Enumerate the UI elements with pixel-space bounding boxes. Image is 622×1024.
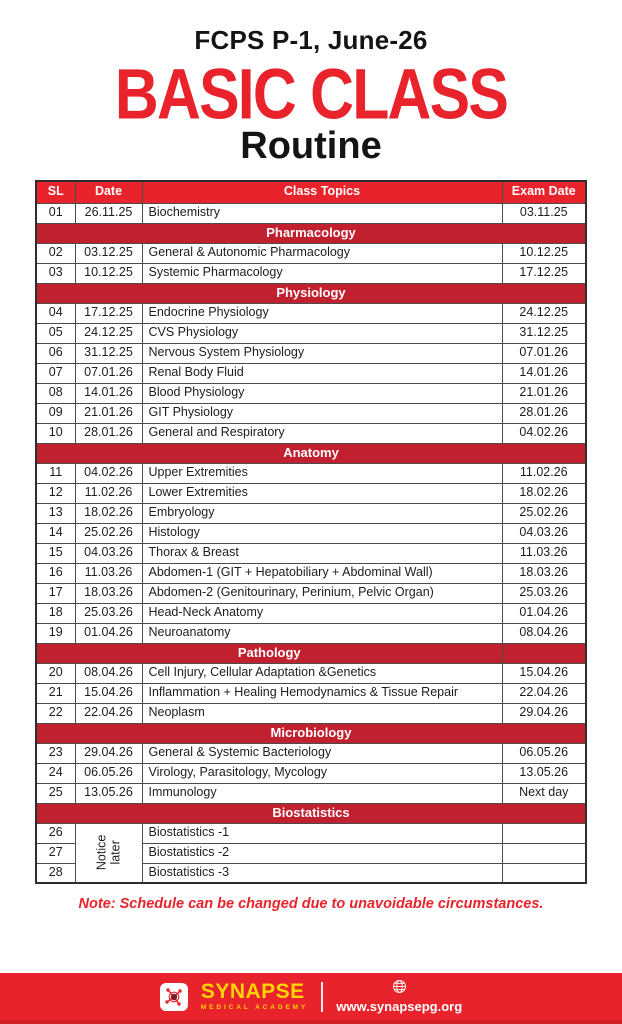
sl-cell: 09 — [36, 403, 75, 423]
table-row — [36, 243, 586, 263]
date-cell: 08.04.26 — [75, 663, 142, 683]
date-cell: 07.01.26 — [75, 363, 142, 383]
topic-cell: Embryology — [142, 503, 502, 523]
topic-cell: General & Autonomic Pharmacology — [142, 243, 502, 263]
table-row — [36, 583, 586, 603]
table-row — [36, 303, 586, 323]
sl-cell: 24 — [36, 763, 75, 783]
sl-cell: 07 — [36, 363, 75, 383]
topic-cell: Biostatistics -3 — [142, 863, 502, 883]
globe-icon — [392, 979, 407, 999]
sl-cell: 27 — [36, 843, 75, 863]
topic-cell: Immunology — [142, 783, 502, 803]
exam-date-cell: 07.01.26 — [502, 343, 586, 363]
topic-cell: Inflammation + Healing Hemodynamics & Tissue Repair — [142, 683, 502, 703]
table-row — [36, 663, 586, 683]
sl-cell: 25 — [36, 783, 75, 803]
topic-cell: Histology — [142, 523, 502, 543]
exam-date-cell: 18.02.26 — [502, 483, 586, 503]
sl-cell: 04 — [36, 303, 75, 323]
table-row — [36, 503, 586, 523]
topic-cell: Virology, Parasitology, Mycology — [142, 763, 502, 783]
exam-date-cell: 29.04.26 — [502, 703, 586, 723]
notice-later-label: Notice later — [94, 835, 123, 871]
exam-date-cell: 18.03.26 — [502, 563, 586, 583]
sl-cell: 21 — [36, 683, 75, 703]
table-row — [36, 743, 586, 763]
table-row — [36, 763, 586, 783]
date-cell: 13.05.26 — [75, 783, 142, 803]
sl-cell: 10 — [36, 423, 75, 443]
exam-date-cell: 08.04.26 — [502, 623, 586, 643]
table-row — [36, 423, 586, 443]
date-cell: 26.11.25 — [75, 203, 142, 223]
schedule-note: Note: Schedule can be changed due to unavoidable circumstances. — [78, 896, 544, 912]
sl-cell: 06 — [36, 343, 75, 363]
sl-cell: 22 — [36, 703, 75, 723]
exam-session-subtitle: FCPS P-1, June-26 — [194, 25, 428, 55]
table-row — [36, 683, 586, 703]
exam-date-cell: 25.03.26 — [502, 583, 586, 603]
date-cell: 21.01.26 — [75, 403, 142, 423]
exam-date-cell: 10.12.25 — [502, 243, 586, 263]
sl-cell: 16 — [36, 563, 75, 583]
table-row — [36, 623, 586, 643]
date-cell: 25.03.26 — [75, 603, 142, 623]
sl-cell: 20 — [36, 663, 75, 683]
page-title: BASIC CLASS — [114, 53, 508, 134]
section-header: Microbiology — [36, 723, 586, 743]
column-header-topics: Class Topics — [142, 181, 502, 203]
date-cell: 31.12.25 — [75, 343, 142, 363]
section-row — [36, 223, 586, 243]
topic-cell: Abdomen-1 (GIT + Hepatobiliary + Abdominal Wall) — [142, 563, 502, 583]
table-row — [36, 383, 586, 403]
exam-date-cell: Next day — [502, 783, 586, 803]
sl-cell: 11 — [36, 463, 75, 483]
table-row — [36, 363, 586, 383]
exam-date-cell: 14.01.26 — [502, 363, 586, 383]
exam-date-cell: 03.11.25 — [502, 203, 586, 223]
exam-date-cell: 11.02.26 — [502, 463, 586, 483]
topic-cell: Biostatistics -2 — [142, 843, 502, 863]
exam-date-cell: 04.02.26 — [502, 423, 586, 443]
brand-name: SYNAPSE — [200, 980, 305, 1004]
topic-cell: Neuroanatomy — [142, 623, 502, 643]
topic-cell: Head-Neck Anatomy — [142, 603, 502, 623]
sl-cell: 23 — [36, 743, 75, 763]
exam-date-cell — [502, 863, 586, 883]
footer-divider — [321, 982, 323, 1012]
sl-cell: 12 — [36, 483, 75, 503]
column-header-exam-date: Exam Date — [502, 181, 586, 203]
date-cell: 29.04.26 — [75, 743, 142, 763]
exam-date-cell: 13.05.26 — [502, 763, 586, 783]
topic-cell: Abdomen-2 (Genitourinary, Perinium, Pelvic Organ) — [142, 583, 502, 603]
table-row — [36, 543, 586, 563]
merged-date-cell — [75, 823, 142, 883]
column-header-date: Date — [75, 181, 142, 203]
section-row — [36, 283, 586, 303]
topic-cell: General & Systemic Bacteriology — [142, 743, 502, 763]
website-url: www.synapsepg.org — [336, 999, 463, 1014]
brand-block — [201, 981, 308, 1012]
table-row — [36, 403, 586, 423]
exam-date-cell: 17.12.25 — [502, 263, 586, 283]
table-row — [36, 783, 586, 803]
exam-date-cell: 28.01.26 — [502, 403, 586, 423]
sl-cell: 18 — [36, 603, 75, 623]
section-header: Pharmacology — [36, 223, 586, 243]
column-header-sl: SL — [36, 181, 75, 203]
sl-cell: 13 — [36, 503, 75, 523]
date-cell: 06.05.26 — [75, 763, 142, 783]
table-row — [36, 203, 586, 223]
sl-cell: 14 — [36, 523, 75, 543]
table-row — [36, 263, 586, 283]
section-row — [36, 803, 586, 823]
date-cell: 01.04.26 — [75, 623, 142, 643]
sl-cell: 08 — [36, 383, 75, 403]
date-cell: 11.03.26 — [75, 563, 142, 583]
exam-date-cell: 01.04.26 — [502, 603, 586, 623]
exam-date-cell: 04.03.26 — [502, 523, 586, 543]
date-cell: 28.01.26 — [75, 423, 142, 443]
topic-cell: Cell Injury, Cellular Adaptation &Genetics — [142, 663, 502, 683]
synapse-molecule-icon — [160, 983, 188, 1011]
sl-cell: 05 — [36, 323, 75, 343]
date-cell: 25.02.26 — [75, 523, 142, 543]
date-cell: 17.12.25 — [75, 303, 142, 323]
topic-cell: Nervous System Physiology — [142, 343, 502, 363]
topic-cell: Biostatistics -1 — [142, 823, 502, 843]
date-cell: 24.12.25 — [75, 323, 142, 343]
topic-cell: Systemic Pharmacology — [142, 263, 502, 283]
topic-cell: Biochemistry — [142, 203, 502, 223]
section-header: Anatomy — [36, 443, 586, 463]
exam-date-cell — [502, 823, 586, 843]
exam-date-cell: 21.01.26 — [502, 383, 586, 403]
exam-date-cell: 24.12.25 — [502, 303, 586, 323]
exam-date-cell — [502, 843, 586, 863]
section-row — [36, 443, 586, 463]
routine-table — [35, 180, 587, 884]
table-row — [36, 563, 586, 583]
table-row — [36, 603, 586, 623]
topic-cell: Thorax & Breast — [142, 543, 502, 563]
date-cell: 15.04.26 — [75, 683, 142, 703]
section-header-exam-cell — [502, 643, 586, 663]
exam-date-cell: 22.04.26 — [502, 683, 586, 703]
brand-tagline: MEDICAL ACADEMY — [200, 1004, 309, 1012]
table-row — [36, 483, 586, 503]
table-header-row — [36, 181, 586, 203]
date-cell: 10.12.25 — [75, 263, 142, 283]
sl-cell: 03 — [36, 263, 75, 283]
topic-cell: Renal Body Fluid — [142, 363, 502, 383]
date-cell: 11.02.26 — [75, 483, 142, 503]
sl-cell: 19 — [36, 623, 75, 643]
section-row — [36, 723, 586, 743]
topic-cell: GIT Physiology — [142, 403, 502, 423]
table-row — [36, 823, 586, 843]
section-header: Biostatistics — [36, 803, 586, 823]
topic-cell: Upper Extremities — [142, 463, 502, 483]
table-row — [36, 343, 586, 363]
topic-cell: Blood Physiology — [142, 383, 502, 403]
topic-cell: Endocrine Physiology — [142, 303, 502, 323]
date-cell: 22.04.26 — [75, 703, 142, 723]
exam-date-cell: 06.05.26 — [502, 743, 586, 763]
table-row — [36, 523, 586, 543]
date-cell: 14.01.26 — [75, 383, 142, 403]
topic-cell: Neoplasm — [142, 703, 502, 723]
topic-cell: CVS Physiology — [142, 323, 502, 343]
topic-cell: Lower Extremities — [142, 483, 502, 503]
date-cell: 04.02.26 — [75, 463, 142, 483]
topic-cell: General and Respiratory — [142, 423, 502, 443]
table-row — [36, 703, 586, 723]
section-header: Physiology — [36, 283, 586, 303]
sl-cell: 02 — [36, 243, 75, 263]
date-cell: 03.12.25 — [75, 243, 142, 263]
sl-cell: 15 — [36, 543, 75, 563]
table-row — [36, 463, 586, 483]
footer-bar — [0, 973, 622, 1024]
section-header: Pathology — [36, 643, 502, 663]
exam-date-cell: 11.03.26 — [502, 543, 586, 563]
page-subtitle: Routine — [240, 125, 382, 167]
date-cell: 04.03.26 — [75, 543, 142, 563]
exam-date-cell: 31.12.25 — [502, 323, 586, 343]
sl-cell: 01 — [36, 203, 75, 223]
website-block — [336, 979, 462, 1014]
table-row — [36, 323, 586, 343]
sl-cell: 26 — [36, 823, 75, 843]
section-row — [36, 643, 586, 663]
exam-date-cell: 25.02.26 — [502, 503, 586, 523]
date-cell: 18.02.26 — [75, 503, 142, 523]
poster-header — [0, 0, 622, 165]
date-cell: 18.03.26 — [75, 583, 142, 603]
exam-date-cell: 15.04.26 — [502, 663, 586, 683]
sl-cell: 17 — [36, 583, 75, 603]
sl-cell: 28 — [36, 863, 75, 883]
